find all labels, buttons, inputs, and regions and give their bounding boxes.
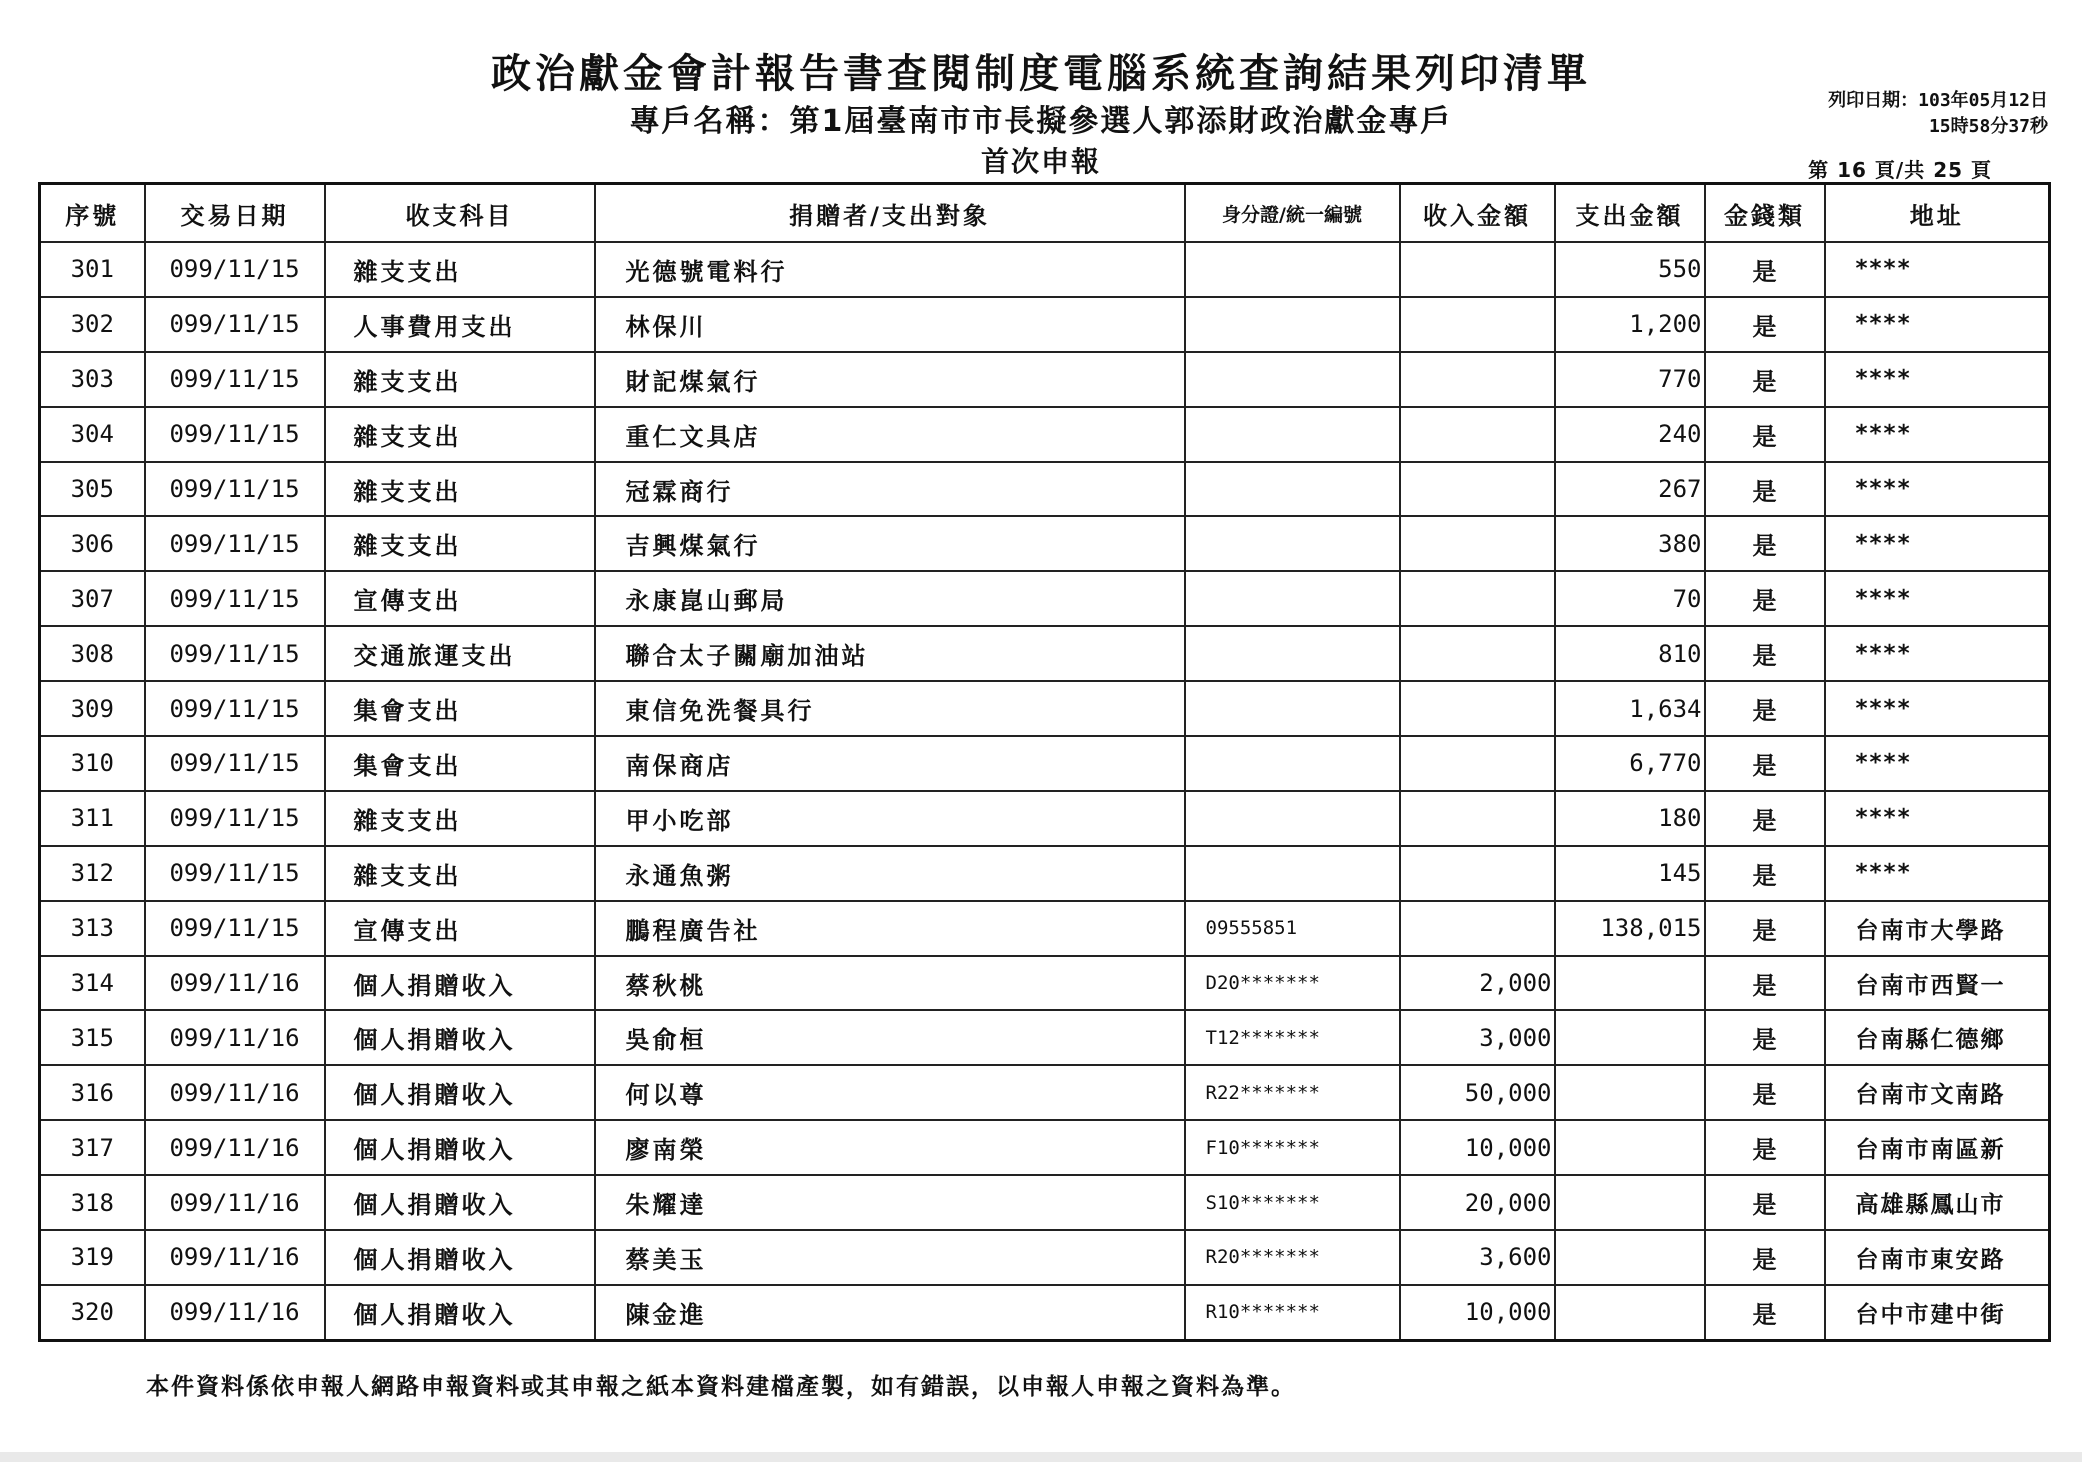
cell-expense: 138,015	[1555, 901, 1705, 956]
cell-category: 個人捐贈收入	[325, 1175, 595, 1230]
cell-party: 重仁文具店	[595, 407, 1185, 462]
header-cash: 金錢類	[1705, 184, 1825, 243]
cell-category: 人事費用支出	[325, 297, 595, 352]
table-row	[40, 352, 2050, 407]
cell-id: 09555851	[1185, 901, 1400, 956]
document-title: 政治獻金會計報告書查閱制度電腦系統查詢結果列印清單	[491, 51, 1591, 97]
table-row	[40, 407, 2050, 462]
cell-category: 集會支出	[325, 681, 595, 736]
print-time: 15時58分37秒	[1928, 116, 2048, 137]
cell-party: 蔡美玉	[595, 1230, 1185, 1285]
cell-date: 099/11/15	[145, 407, 325, 462]
table-row	[40, 1285, 2050, 1341]
cell-address: ****	[1825, 791, 2050, 846]
table-row	[40, 571, 2050, 626]
cell-category: 雜支支出	[325, 846, 595, 901]
cell-category: 雜支支出	[325, 791, 595, 846]
cell-cash: 是	[1705, 571, 1825, 626]
cell-id	[1185, 407, 1400, 462]
cell-date: 099/11/15	[145, 901, 325, 956]
cell-cash: 是	[1705, 846, 1825, 901]
cell-expense	[1555, 1065, 1705, 1120]
cell-category: 雜支支出	[325, 462, 595, 517]
cell-cash: 是	[1705, 242, 1825, 297]
cell-address: ****	[1825, 407, 2050, 462]
cell-id	[1185, 516, 1400, 571]
cell-id	[1185, 242, 1400, 297]
cell-id	[1185, 571, 1400, 626]
cell-category: 雜支支出	[325, 407, 595, 462]
cell-id: R20*******	[1185, 1230, 1400, 1285]
cell-category: 宣傳支出	[325, 901, 595, 956]
cell-party: 鵬程廣告社	[595, 901, 1185, 956]
cell-address: 台南縣仁德鄉	[1825, 1010, 2050, 1065]
cell-address: ****	[1825, 846, 2050, 901]
table-row	[40, 462, 2050, 517]
cell-category: 雜支支出	[325, 242, 595, 297]
table-row	[40, 791, 2050, 846]
cell-cash: 是	[1705, 516, 1825, 571]
table-row	[40, 901, 2050, 956]
cell-address: 台南市文南路	[1825, 1065, 2050, 1120]
cell-party: 聯合太子關廟加油站	[595, 626, 1185, 681]
table-row	[40, 297, 2050, 352]
cell-income	[1400, 571, 1555, 626]
cell-party: 朱耀達	[595, 1175, 1185, 1230]
cell-seq: 316	[40, 1065, 145, 1120]
cell-cash: 是	[1705, 352, 1825, 407]
cell-party: 林保川	[595, 297, 1185, 352]
cell-date: 099/11/16	[145, 1175, 325, 1230]
cell-income	[1400, 681, 1555, 736]
cell-income: 2,000	[1400, 956, 1555, 1011]
cell-seq: 312	[40, 846, 145, 901]
cell-party: 東信免洗餐具行	[595, 681, 1185, 736]
cell-party: 永通魚粥	[595, 846, 1185, 901]
cell-address: ****	[1825, 736, 2050, 791]
cell-income	[1400, 736, 1555, 791]
cell-address: 高雄縣鳳山市	[1825, 1175, 2050, 1230]
cell-seq: 320	[40, 1285, 145, 1341]
table-row	[40, 846, 2050, 901]
cell-cash: 是	[1705, 956, 1825, 1011]
cell-category: 宣傳支出	[325, 571, 595, 626]
cell-id	[1185, 681, 1400, 736]
cell-income: 3,000	[1400, 1010, 1555, 1065]
cell-address: ****	[1825, 571, 2050, 626]
cell-id	[1185, 846, 1400, 901]
cell-seq: 317	[40, 1120, 145, 1175]
cell-cash: 是	[1705, 297, 1825, 352]
header-category: 收支科目	[325, 184, 595, 243]
header-id: 身分證/統一編號	[1185, 184, 1400, 243]
table-row	[40, 1065, 2050, 1120]
table-row	[40, 626, 2050, 681]
cell-date: 099/11/15	[145, 516, 325, 571]
cell-address: 台南市大學路	[1825, 901, 2050, 956]
cell-seq: 315	[40, 1010, 145, 1065]
cell-expense: 810	[1555, 626, 1705, 681]
cell-address: 台中市建中街	[1825, 1285, 2050, 1341]
cell-cash: 是	[1705, 1010, 1825, 1065]
cell-date: 099/11/16	[145, 1285, 325, 1341]
table-header-row	[40, 184, 2050, 243]
cell-expense: 380	[1555, 516, 1705, 571]
table-row	[40, 956, 2050, 1011]
cell-address: ****	[1825, 462, 2050, 517]
table-row	[40, 1175, 2050, 1230]
cell-income: 50,000	[1400, 1065, 1555, 1120]
cell-expense: 550	[1555, 242, 1705, 297]
page-number: 第 16 頁/共 25 頁	[1808, 158, 1992, 182]
cell-address: ****	[1825, 626, 2050, 681]
cell-id: S10*******	[1185, 1175, 1400, 1230]
cell-seq: 307	[40, 571, 145, 626]
cell-expense	[1555, 1120, 1705, 1175]
cell-expense	[1555, 1285, 1705, 1341]
cell-expense: 267	[1555, 462, 1705, 517]
table-row	[40, 1120, 2050, 1175]
table-row	[40, 736, 2050, 791]
cell-category: 個人捐贈收入	[325, 956, 595, 1011]
cell-party: 廖南榮	[595, 1120, 1185, 1175]
cell-expense	[1555, 1175, 1705, 1230]
cell-category: 個人捐贈收入	[325, 1065, 595, 1120]
cell-income	[1400, 901, 1555, 956]
cell-cash: 是	[1705, 901, 1825, 956]
cell-income	[1400, 516, 1555, 571]
cell-date: 099/11/15	[145, 626, 325, 681]
cell-id: R22*******	[1185, 1065, 1400, 1120]
cell-expense: 6,770	[1555, 736, 1705, 791]
cell-party: 陳金進	[595, 1285, 1185, 1341]
transaction-table	[38, 182, 2051, 1342]
cell-cash: 是	[1705, 681, 1825, 736]
cell-income	[1400, 407, 1555, 462]
cell-date: 099/11/16	[145, 1065, 325, 1120]
cell-party: 吳俞桓	[595, 1010, 1185, 1065]
cell-seq: 304	[40, 407, 145, 462]
cell-id	[1185, 791, 1400, 846]
header-expense: 支出金額	[1555, 184, 1705, 243]
cell-seq: 309	[40, 681, 145, 736]
cell-id	[1185, 462, 1400, 517]
cell-date: 099/11/15	[145, 846, 325, 901]
cell-date: 099/11/16	[145, 1120, 325, 1175]
cell-id: R10*******	[1185, 1285, 1400, 1341]
cell-date: 099/11/15	[145, 462, 325, 517]
cell-party: 永康崑山郵局	[595, 571, 1185, 626]
cell-cash: 是	[1705, 1065, 1825, 1120]
print-date: 列印日期：103年05月12日	[1828, 90, 2048, 111]
cell-income	[1400, 626, 1555, 681]
cell-seq: 302	[40, 297, 145, 352]
cell-expense: 180	[1555, 791, 1705, 846]
cell-income: 10,000	[1400, 1285, 1555, 1341]
cell-seq: 301	[40, 242, 145, 297]
header-date: 交易日期	[145, 184, 325, 243]
cell-seq: 306	[40, 516, 145, 571]
print-info	[1828, 88, 2048, 140]
cell-party: 財記煤氣行	[595, 352, 1185, 407]
cell-address: 台南市東安路	[1825, 1230, 2050, 1285]
cell-seq: 310	[40, 736, 145, 791]
table-body	[40, 242, 2050, 1341]
table-row	[40, 681, 2050, 736]
cell-expense: 145	[1555, 846, 1705, 901]
cell-category: 個人捐贈收入	[325, 1120, 595, 1175]
cell-income: 10,000	[1400, 1120, 1555, 1175]
table-row	[40, 1230, 2050, 1285]
cell-seq: 303	[40, 352, 145, 407]
cell-party: 吉興煤氣行	[595, 516, 1185, 571]
cell-cash: 是	[1705, 1120, 1825, 1175]
header-party: 捐贈者/支出對象	[595, 184, 1185, 243]
cell-seq: 308	[40, 626, 145, 681]
cell-id: F10*******	[1185, 1120, 1400, 1175]
cell-date: 099/11/15	[145, 736, 325, 791]
cell-address: ****	[1825, 352, 2050, 407]
cell-income	[1400, 791, 1555, 846]
cell-party: 甲小吃部	[595, 791, 1185, 846]
cell-address: 台南市南區新	[1825, 1120, 2050, 1175]
header-seq: 序號	[40, 184, 145, 243]
table-row	[40, 516, 2050, 571]
cell-cash: 是	[1705, 1175, 1825, 1230]
cell-id: T12*******	[1185, 1010, 1400, 1065]
cell-cash: 是	[1705, 462, 1825, 517]
cell-expense	[1555, 1010, 1705, 1065]
cell-seq: 314	[40, 956, 145, 1011]
cell-income	[1400, 846, 1555, 901]
header-income: 收入金額	[1400, 184, 1555, 243]
cell-address: 台南市西賢一	[1825, 956, 2050, 1011]
cell-income	[1400, 352, 1555, 407]
cell-cash: 是	[1705, 1230, 1825, 1285]
account-name: 專戶名稱：第1屆臺南市市長擬參選人郭添財政治獻金專戶	[629, 104, 1453, 139]
cell-id: D20*******	[1185, 956, 1400, 1011]
cell-cash: 是	[1705, 407, 1825, 462]
cell-id	[1185, 736, 1400, 791]
cell-cash: 是	[1705, 626, 1825, 681]
cell-id	[1185, 626, 1400, 681]
cell-address: ****	[1825, 297, 2050, 352]
table-row	[40, 1010, 2050, 1065]
cell-date: 099/11/16	[145, 956, 325, 1011]
cell-expense: 240	[1555, 407, 1705, 462]
cell-category: 交通旅運支出	[325, 626, 595, 681]
cell-party: 光德號電料行	[595, 242, 1185, 297]
cell-expense: 70	[1555, 571, 1705, 626]
cell-cash: 是	[1705, 1285, 1825, 1341]
cell-category: 個人捐贈收入	[325, 1285, 595, 1341]
cell-id	[1185, 352, 1400, 407]
cell-date: 099/11/15	[145, 681, 325, 736]
cell-date: 099/11/15	[145, 242, 325, 297]
cell-seq: 318	[40, 1175, 145, 1230]
cell-expense: 1,634	[1555, 681, 1705, 736]
report-type: 首次申報	[980, 145, 1101, 178]
cell-date: 099/11/15	[145, 791, 325, 846]
cell-expense	[1555, 956, 1705, 1011]
cell-party: 蔡秋桃	[595, 956, 1185, 1011]
cell-id	[1185, 297, 1400, 352]
cell-expense: 770	[1555, 352, 1705, 407]
footer-note: 本件資料係依申報人網路申報資料或其申報之紙本資料建檔產製，如有錯誤，以申報人申報之資料為準。	[146, 1374, 1296, 1400]
cell-cash: 是	[1705, 736, 1825, 791]
cell-category: 個人捐贈收入	[325, 1010, 595, 1065]
cell-address: ****	[1825, 516, 2050, 571]
cell-category: 雜支支出	[325, 516, 595, 571]
cell-party: 冠霖商行	[595, 462, 1185, 517]
cell-income	[1400, 297, 1555, 352]
cell-cash: 是	[1705, 791, 1825, 846]
cell-party: 何以尊	[595, 1065, 1185, 1120]
cell-income: 3,600	[1400, 1230, 1555, 1285]
cell-category: 個人捐贈收入	[325, 1230, 595, 1285]
cell-category: 雜支支出	[325, 352, 595, 407]
cell-seq: 319	[40, 1230, 145, 1285]
cell-date: 099/11/15	[145, 352, 325, 407]
cell-income	[1400, 242, 1555, 297]
scan-edge	[0, 1452, 2082, 1462]
cell-seq: 305	[40, 462, 145, 517]
cell-party: 南保商店	[595, 736, 1185, 791]
cell-expense	[1555, 1230, 1705, 1285]
cell-category: 集會支出	[325, 736, 595, 791]
cell-date: 099/11/15	[145, 297, 325, 352]
cell-expense: 1,200	[1555, 297, 1705, 352]
table-row	[40, 242, 2050, 297]
cell-date: 099/11/16	[145, 1010, 325, 1065]
cell-income	[1400, 462, 1555, 517]
header-address: 地址	[1825, 184, 2050, 243]
cell-address: ****	[1825, 681, 2050, 736]
cell-address: ****	[1825, 242, 2050, 297]
cell-date: 099/11/15	[145, 571, 325, 626]
cell-seq: 313	[40, 901, 145, 956]
cell-seq: 311	[40, 791, 145, 846]
cell-date: 099/11/16	[145, 1230, 325, 1285]
cell-income: 20,000	[1400, 1175, 1555, 1230]
